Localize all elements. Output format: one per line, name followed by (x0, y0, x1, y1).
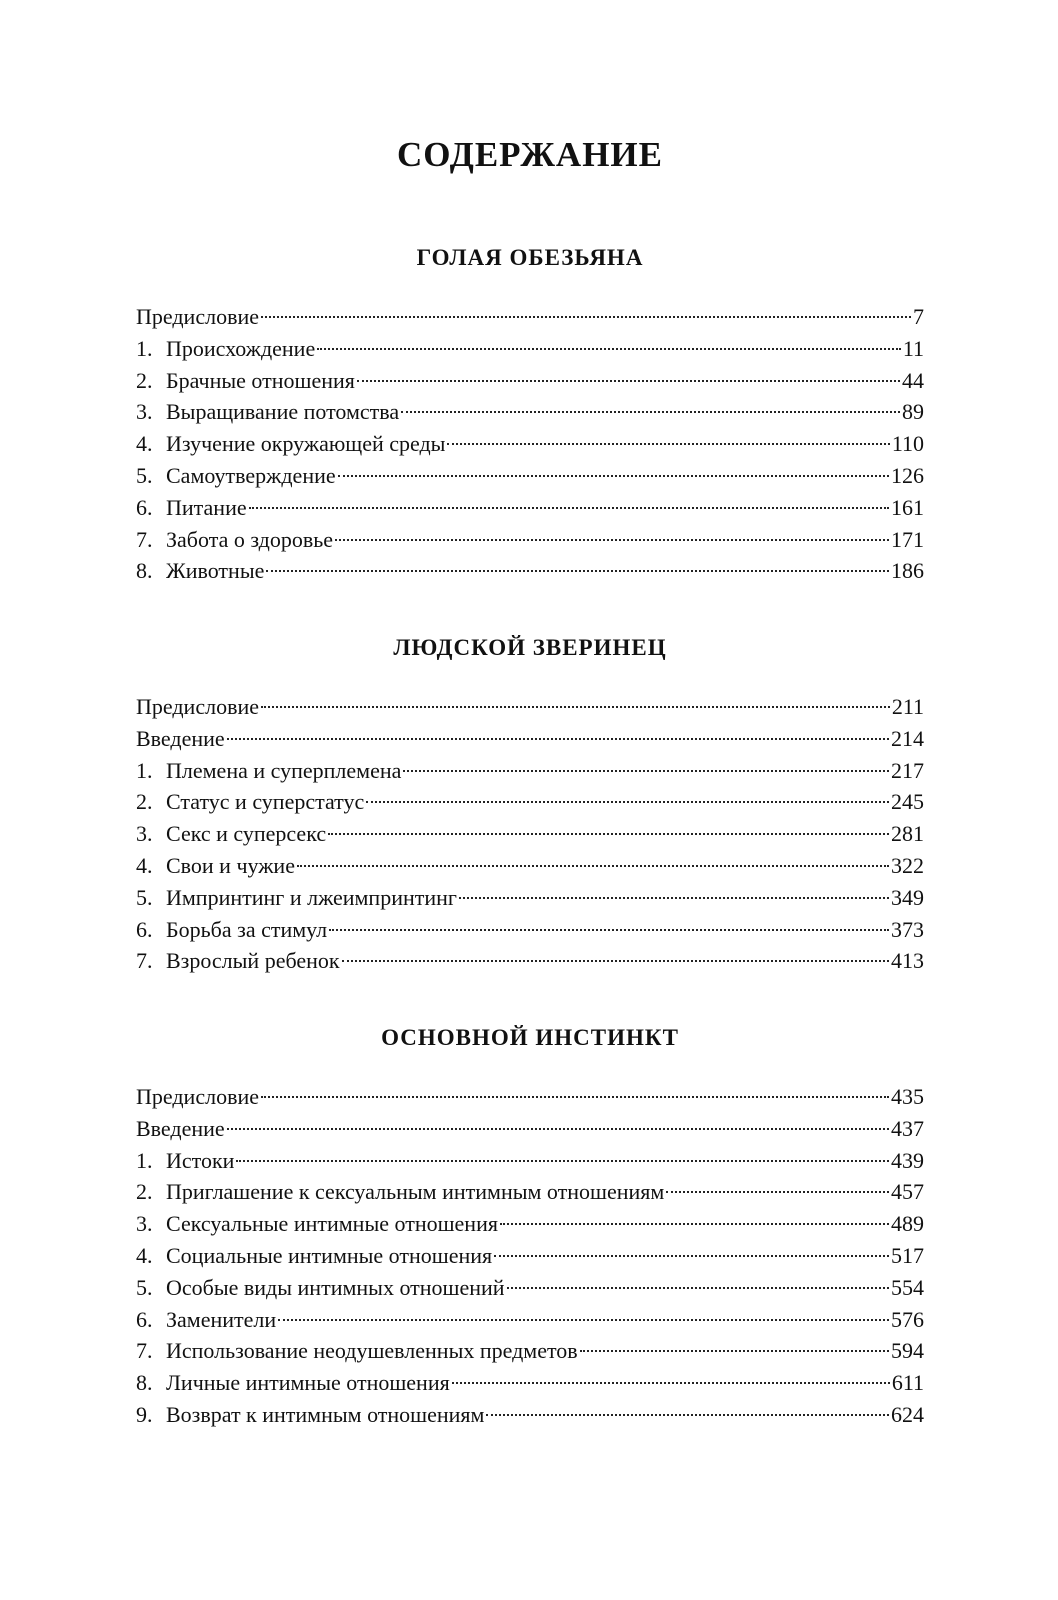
entry-page-number: 413 (891, 948, 924, 974)
entry-label: Животные (166, 558, 265, 584)
toc-entry[interactable] (136, 492, 924, 524)
entry-label: Приглашение к сексуальным интимным отношениям (166, 1179, 665, 1205)
page-title: СОДЕРЖАНИЕ (396, 135, 663, 174)
dot-leader (403, 770, 889, 772)
toc-entry[interactable] (136, 1335, 924, 1367)
dot-leader (366, 801, 889, 803)
entry-page-number: 457 (891, 1179, 924, 1205)
toc-entry[interactable] (136, 301, 924, 333)
entry-page-number: 594 (891, 1338, 924, 1364)
toc-entry[interactable] (136, 1272, 924, 1304)
toc-entry[interactable] (136, 1145, 924, 1177)
entry-label: Предисловие (136, 694, 259, 719)
entry-page-number: 11 (902, 335, 924, 361)
dot-leader (452, 1382, 890, 1384)
entry-number: 6. (136, 494, 153, 520)
dot-leader (342, 960, 889, 962)
entry-label: Истоки (166, 1147, 235, 1173)
entry-label: Забота о здоровье (166, 526, 334, 552)
dot-leader (486, 1414, 889, 1416)
entry-number: 3. (136, 821, 153, 847)
entry-number: 9. (136, 1401, 153, 1427)
toc-entry[interactable] (136, 1304, 924, 1336)
dot-leader (507, 1287, 889, 1289)
entry-page-number: 554 (891, 1274, 924, 1300)
entry-number: 6. (136, 1306, 153, 1332)
entry-page-number: 489 (891, 1211, 924, 1237)
toc-entry[interactable] (136, 1240, 924, 1272)
entry-list (136, 691, 924, 977)
entry-number: 2. (136, 367, 153, 393)
dot-leader (227, 1128, 889, 1130)
entry-page-number: 214 (891, 725, 924, 751)
dot-leader (329, 929, 889, 931)
entry-page-number: 281 (891, 821, 924, 847)
toc-entry[interactable] (136, 1367, 924, 1399)
entry-label: Предисловие (136, 304, 259, 329)
entry-number: 1. (136, 335, 153, 361)
entry-label: Изучение окружающей среды (166, 431, 446, 457)
entry-number: 8. (136, 558, 153, 584)
toc-entry[interactable] (136, 460, 924, 492)
dot-leader (297, 865, 889, 867)
toc-entry[interactable] (136, 396, 924, 428)
entry-label: Возврат к интимным отношениям (166, 1401, 485, 1427)
toc-entry[interactable] (136, 333, 924, 365)
dot-leader (317, 348, 901, 350)
entry-label: Борьба за стимул (166, 916, 328, 942)
toc-entry[interactable] (136, 428, 924, 460)
section-title: ГОЛАЯ ОБЕЗЬЯНА (416, 245, 644, 270)
entry-number: 1. (136, 757, 153, 783)
entry-page-number: 211 (891, 694, 924, 719)
entry-page-number: 217 (891, 757, 924, 783)
dot-leader (500, 1223, 889, 1225)
dot-leader (494, 1255, 889, 1257)
entry-number: 4. (136, 852, 153, 878)
toc-entry[interactable] (136, 1176, 924, 1208)
toc-entry[interactable] (136, 691, 924, 723)
entry-page-number: 624 (891, 1401, 924, 1427)
entry-page-number: 186 (891, 558, 924, 584)
dot-leader (357, 380, 900, 382)
toc-section (136, 242, 924, 587)
entry-page-number: 435 (891, 1084, 924, 1109)
entry-number: 5. (136, 462, 153, 488)
entry-label: Личные интимные отношения (166, 1370, 450, 1396)
toc-section (136, 632, 924, 977)
entry-label: Импринтинг и лжеимпринтинг (166, 884, 457, 910)
toc-entry[interactable] (136, 1081, 924, 1113)
dot-leader (266, 570, 889, 572)
entry-label: Происхождение (166, 335, 316, 361)
entry-number: 2. (136, 789, 153, 815)
entry-number: 3. (136, 399, 153, 425)
toc-entry[interactable] (136, 1399, 924, 1431)
entry-number: 7. (136, 1338, 153, 1364)
toc-entry[interactable] (136, 524, 924, 556)
entry-label: Использование неодушевленных предметов (166, 1338, 578, 1364)
entry-label: Выращивание потомства (166, 399, 400, 425)
dot-leader (338, 475, 889, 477)
entry-page-number: 89 (902, 399, 924, 425)
toc-entry[interactable] (136, 1208, 924, 1240)
entry-label: Самоутверждение (166, 462, 336, 488)
section-title: ЛЮДСКОЙ ЗВЕРИНЕЦ (393, 635, 667, 660)
toc-entry[interactable] (136, 850, 924, 882)
entry-label: Статус и суперстатус (166, 789, 365, 815)
dot-leader (328, 833, 889, 835)
dot-leader (261, 706, 890, 708)
toc-entry[interactable] (136, 755, 924, 787)
toc-entry[interactable] (136, 365, 924, 397)
entry-number: 5. (136, 884, 153, 910)
entry-number: 3. (136, 1211, 153, 1237)
entry-page-number: 373 (891, 916, 924, 942)
entry-number: 2. (136, 1179, 153, 1205)
entry-label: Введение (136, 725, 225, 751)
dot-leader (236, 1160, 889, 1162)
entry-label: Племена и суперплемена (166, 757, 402, 783)
entry-page-number: 322 (891, 852, 924, 878)
dot-leader (335, 539, 889, 541)
entry-page-number: 7 (913, 304, 924, 329)
dot-leader (227, 738, 889, 740)
toc-entry[interactable] (136, 882, 924, 914)
dot-leader (580, 1350, 889, 1352)
entry-number: 4. (136, 1242, 153, 1268)
entry-label: Питание (166, 494, 247, 520)
toc-entry[interactable] (136, 914, 924, 946)
entry-page-number: 245 (891, 789, 924, 815)
dot-leader (459, 897, 889, 899)
dot-leader (278, 1319, 889, 1321)
toc-entry[interactable] (136, 945, 924, 977)
toc-entry[interactable] (136, 555, 924, 587)
toc-section (136, 1022, 924, 1431)
entry-number: 7. (136, 948, 153, 974)
entry-page-number: 437 (891, 1115, 924, 1141)
entry-label: Взрослый ребенок (166, 948, 340, 974)
entry-label: Сексуальные интимные отношения (166, 1211, 498, 1237)
dot-leader (261, 316, 911, 318)
entry-page-number: 439 (891, 1147, 924, 1173)
toc-entry[interactable] (136, 786, 924, 818)
entry-label: Секс и суперсекс (166, 821, 327, 847)
entry-number: 4. (136, 431, 153, 457)
entry-label: Брачные отношения (166, 367, 355, 393)
entry-page-number: 576 (891, 1306, 924, 1332)
entry-label: Заменители (166, 1306, 277, 1332)
entry-list (136, 1081, 924, 1431)
entry-page-number: 171 (891, 526, 924, 552)
entry-page-number: 161 (891, 494, 924, 520)
dot-leader (401, 411, 900, 413)
entry-number: 5. (136, 1274, 153, 1300)
entry-label: Введение (136, 1115, 225, 1141)
dot-leader (447, 443, 889, 445)
toc-entry[interactable] (136, 723, 924, 755)
entry-page-number: 517 (891, 1242, 924, 1268)
entry-number: 1. (136, 1147, 153, 1173)
dot-leader (249, 507, 889, 509)
entry-number: 7. (136, 526, 153, 552)
dot-leader (261, 1096, 889, 1098)
entry-label: Свои и чужие (166, 852, 295, 878)
entry-page-number: 44 (902, 367, 924, 393)
entry-number: 8. (136, 1370, 153, 1396)
entry-page-number: 126 (891, 462, 924, 488)
entry-label: Предисловие (136, 1084, 259, 1109)
toc-entry[interactable] (136, 1113, 924, 1145)
section-title: ОСНОВНОЙ ИНСТИНКТ (381, 1025, 679, 1050)
entry-list (136, 301, 924, 587)
entry-page-number: 611 (891, 1370, 924, 1396)
toc-entry[interactable] (136, 818, 924, 850)
entry-label: Социальные интимные отношения (166, 1242, 493, 1268)
entry-number: 6. (136, 916, 153, 942)
entry-page-number: 110 (891, 431, 924, 457)
dot-leader (666, 1191, 889, 1193)
entry-page-number: 349 (891, 884, 924, 910)
entry-label: Особые виды интимных отношений (166, 1274, 505, 1300)
